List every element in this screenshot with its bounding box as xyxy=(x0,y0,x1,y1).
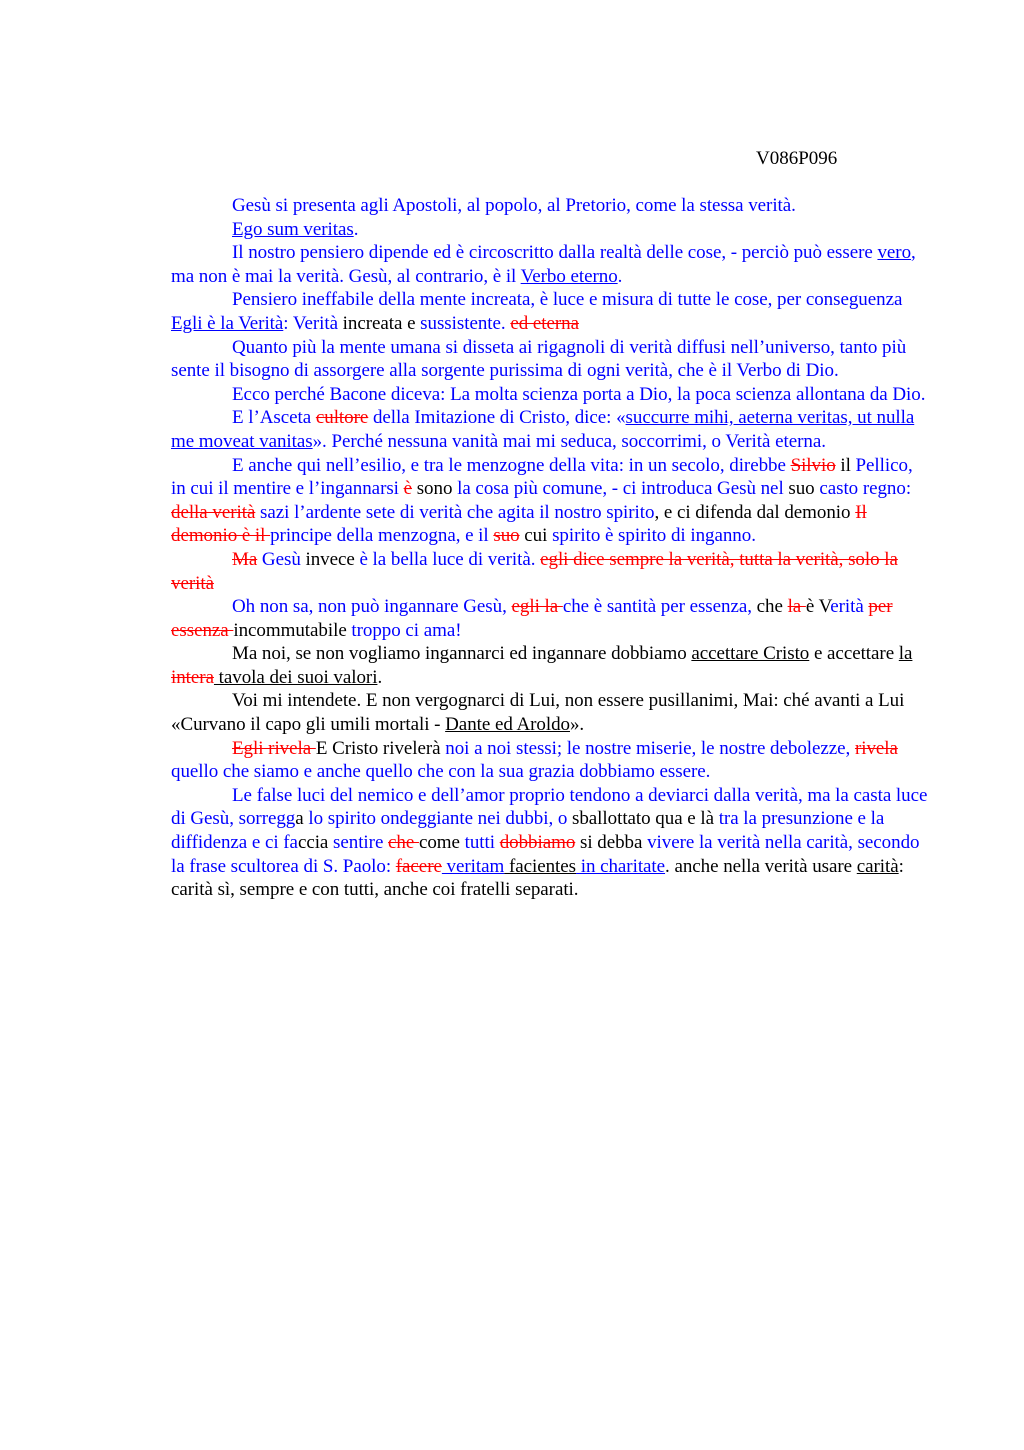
paragraph xyxy=(171,548,931,595)
text-run: E anche qui nell’esilio, e tra le menzogne della vita: in un secolo, direbbe xyxy=(232,454,791,476)
paragraph xyxy=(171,642,931,689)
deleted-text: la xyxy=(787,596,806,618)
text-run: principe della menzogna, e il xyxy=(270,525,494,547)
text-run: tutti xyxy=(464,832,500,854)
paragraph xyxy=(171,595,931,642)
underlined-text: Dante ed Aroldo xyxy=(445,714,570,736)
text-run: , ma non è mai la verità. Gesù, al contrario, è il xyxy=(171,242,916,287)
paragraph xyxy=(171,241,931,288)
text-run: Ma noi, se non vogliamo ingannarci ed ingannare dobbiamo xyxy=(232,643,692,665)
text-run: . anche nella verità usare xyxy=(665,855,857,877)
text-run: vivere la verità nella carità, secondo la frase scultorea di S. Paolo: xyxy=(171,832,920,877)
deleted-text: Il demonio è il xyxy=(171,501,867,547)
text-run: che è santità per essenza, xyxy=(562,596,757,618)
underlined-text: tavola dei suoi valori xyxy=(213,666,378,688)
deleted-text: facere xyxy=(395,855,442,877)
deleted-text: dobbiamo xyxy=(499,832,576,854)
text-run: E Cristo rivelerà xyxy=(315,737,446,759)
text-run: Ecco perché Bacone diceva: La molta scienza porta a Dio, la poca scienza allontana da Dio. xyxy=(232,383,926,405)
paragraph xyxy=(171,288,931,335)
paragraph xyxy=(171,218,931,242)
underlined-text: carità xyxy=(856,855,899,877)
deleted-text: egli la xyxy=(511,596,563,618)
document-body xyxy=(171,194,931,902)
text-run: invece xyxy=(305,548,360,570)
paragraph xyxy=(171,689,931,736)
text-run: a xyxy=(295,808,309,830)
text-run: Gesù xyxy=(257,548,306,570)
text-run: tra la presunzione e la diffidenza e ci fa xyxy=(171,808,885,854)
text-run: sono xyxy=(412,478,458,500)
text-run: Le false luci del nemico e dell’amor proprio tendono a deviarci dalla verità, ma la casta luce di Gesù, sorregg xyxy=(171,784,928,830)
underlined-text: vero xyxy=(877,242,912,264)
underlined-text: facientes xyxy=(504,855,577,877)
text-run: incommutabile xyxy=(233,619,352,641)
text-run: Oh non sa, non può ingannare Gesù, xyxy=(232,596,512,618)
deleted-text: Silvio xyxy=(790,454,836,476)
deleted-text: Egli rivela xyxy=(232,737,316,759)
text-run: casto regno: xyxy=(819,478,912,500)
text-run: è la bella luce di verità. xyxy=(359,548,541,570)
text-run: noi a noi stessi; le nostre miserie, le nostre debolezze, xyxy=(445,737,855,759)
text-run: . xyxy=(353,218,359,240)
text-run: : carità sì, sempre e con tutti, anche coi fratelli separati. xyxy=(171,855,904,901)
text-run: spirito è spirito di inganno. xyxy=(552,525,756,547)
text-run: la cosa più comune, - ci introduca Gesù nel xyxy=(457,478,789,500)
text-run: lo spirito ondeggiante nei dubbi, o xyxy=(308,808,572,830)
deleted-text: è xyxy=(403,478,413,500)
underlined-text: accettare Cristo xyxy=(691,643,810,665)
text-run: che xyxy=(756,596,788,618)
paragraph xyxy=(171,784,931,902)
text-run: è V xyxy=(805,596,831,618)
paragraph xyxy=(171,194,931,218)
text-run: E l’Asceta xyxy=(232,407,316,429)
text-run: Pensiero ineffabile della mente increata, è luce e misura di tutte le cose, per conseguenza xyxy=(232,289,903,311)
text-run: Gesù si presenta agli Apostoli, al popolo, al Pretorio, come la stessa verità. xyxy=(232,195,796,216)
deleted-text: egli dice sempre la verità, tutta la verità, solo la verità xyxy=(171,548,898,594)
text-run: ccia xyxy=(297,832,334,854)
text-run: Il nostro pensiero dipende ed è circoscritto dalla realtà delle cose, - perciò può essere xyxy=(232,242,878,264)
text-run: Pellico, in cui il mentire e l’ingannarsi xyxy=(171,454,913,500)
text-run: il xyxy=(835,454,856,476)
underlined-text: Verbo eterno xyxy=(520,265,618,287)
text-run: ». Perché nessuna vanità mai mi seduca, soccorrimi, o Verità eterna. xyxy=(312,430,826,452)
deleted-text: della verità xyxy=(171,501,256,523)
underlined-text: in charitate xyxy=(576,855,666,877)
underlined-text: la xyxy=(898,643,913,665)
deleted-text: per essenza xyxy=(171,596,893,641)
text-run: Quanto più la mente umana si disseta ai rigagnoli di verità diffusi nell’universo, tanto più sente il bisogno di assorgere alla sorgente purissima di ogni verità, che è il Verbo di Dio. xyxy=(171,336,907,382)
text-run: e accettare xyxy=(809,643,899,665)
text-run: come xyxy=(418,832,465,854)
text-run: si debba xyxy=(575,832,648,854)
text-run: cui xyxy=(519,525,553,547)
text-run: sazi l’ardente sete di verità che agita il nostro spirito xyxy=(255,501,655,523)
paragraph xyxy=(171,336,931,383)
text-run: . xyxy=(377,666,383,688)
text-run: Voi mi intendete. E non vergognarci di Lui, non essere pusillanimi, Mai: ché avanti a Lui «Curvano il capo gli umili mortali - xyxy=(171,690,905,736)
text-run: , e ci difenda dal demonio xyxy=(654,501,856,523)
text-run: . xyxy=(617,265,623,287)
text-run: increata e xyxy=(342,312,421,334)
deleted-text: suo xyxy=(493,525,520,547)
text-run: sballottato qua e là xyxy=(572,808,719,830)
deleted-text: che xyxy=(388,832,419,854)
deleted-text: ed eterna xyxy=(510,312,579,334)
underlined-text: succurre mihi, aeterna veritas, ut nulla me moveat vanitas xyxy=(171,407,915,452)
underlined-text: veritam xyxy=(441,855,505,877)
deleted-text: cultore xyxy=(315,407,369,429)
paragraph xyxy=(171,383,931,407)
underlined-text: Egli è la Verità xyxy=(171,312,284,334)
page-id: V086P096 xyxy=(756,148,838,169)
paragraph xyxy=(171,406,931,453)
text-run: quello che siamo e anche quello che con la sua grazia dobbiamo essere. xyxy=(171,761,711,783)
deleted-text: Ma xyxy=(232,548,258,570)
text-run: della Imitazione di Cristo, dice: « xyxy=(368,407,626,429)
text-run: erità xyxy=(830,596,869,618)
text-run: ». xyxy=(569,714,585,736)
text-run: suo xyxy=(788,478,820,500)
text-run: sentire xyxy=(333,832,389,854)
deleted-text: rivela xyxy=(854,737,898,759)
text-run: : Verità xyxy=(283,312,343,334)
paragraph xyxy=(171,454,931,548)
text-run: sussistente. xyxy=(420,312,511,334)
deleted-text: intera xyxy=(171,666,214,688)
underlined-text: Ego sum veritas xyxy=(232,218,354,240)
text-run: troppo ci ama! xyxy=(351,619,462,641)
paragraph xyxy=(171,737,931,784)
